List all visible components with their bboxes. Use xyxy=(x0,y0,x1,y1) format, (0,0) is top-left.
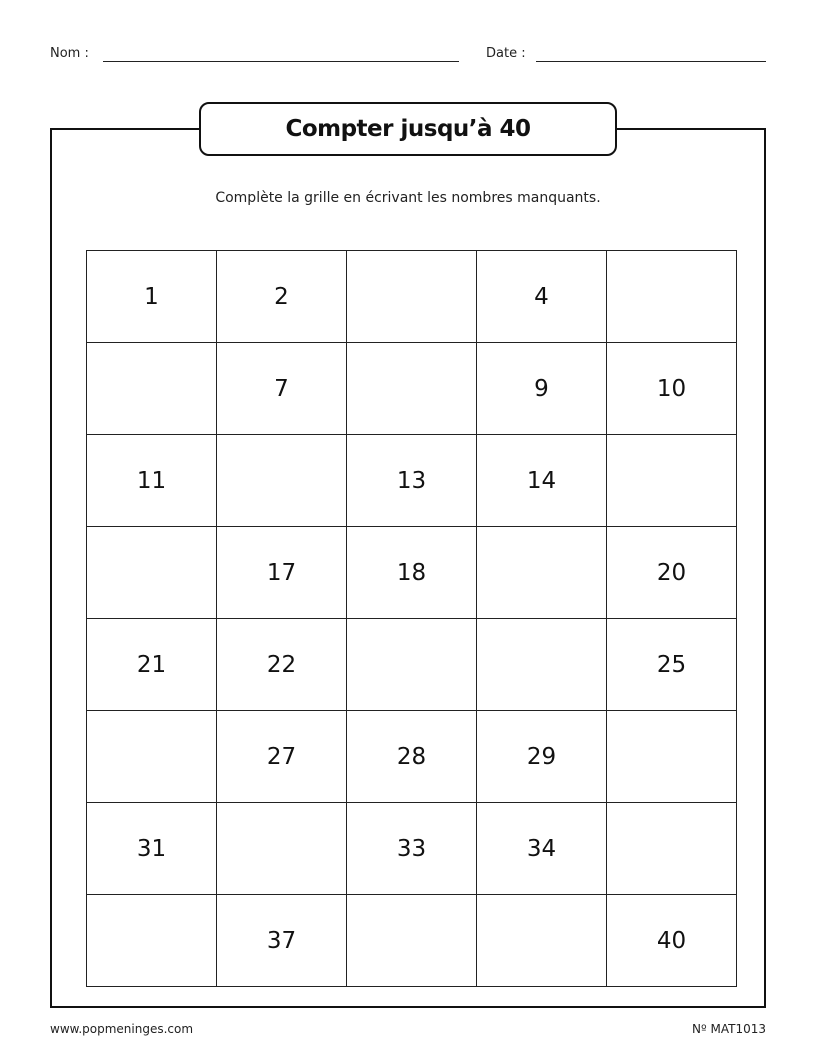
grid-row xyxy=(87,251,737,343)
grid-cell-blank[interactable] xyxy=(607,435,737,527)
grid-cell-blank[interactable] xyxy=(87,895,217,987)
grid-cell: 11 xyxy=(87,435,217,527)
instruction-text: Complète la grille en écrivant les nombres manquants. xyxy=(215,190,601,206)
date-line[interactable] xyxy=(536,61,766,62)
page-title: Compter jusqu’à 40 xyxy=(285,116,531,142)
grid-cell: 13 xyxy=(347,435,477,527)
name-line[interactable] xyxy=(103,61,459,62)
name-label: Nom : xyxy=(50,46,89,61)
number-grid xyxy=(86,250,737,987)
grid-cell: 18 xyxy=(347,527,477,619)
grid-cell-blank[interactable] xyxy=(607,251,737,343)
grid-row xyxy=(87,435,737,527)
grid-cell-blank[interactable] xyxy=(477,895,607,987)
grid-cell: 7 xyxy=(217,343,347,435)
grid-cell-blank[interactable] xyxy=(477,619,607,711)
grid-cell: 1 xyxy=(87,251,217,343)
grid-cell: 25 xyxy=(607,619,737,711)
grid-cell-blank[interactable] xyxy=(347,251,477,343)
grid-cell-blank[interactable] xyxy=(217,803,347,895)
grid-row xyxy=(87,803,737,895)
grid-cell: 9 xyxy=(477,343,607,435)
grid-cell: 27 xyxy=(217,711,347,803)
grid-cell: 21 xyxy=(87,619,217,711)
grid-cell: 17 xyxy=(217,527,347,619)
grid-cell-blank[interactable] xyxy=(87,343,217,435)
grid-row xyxy=(87,895,737,987)
website-footer: www.popmeninges.com xyxy=(50,1022,194,1036)
grid-row xyxy=(87,711,737,803)
date-label: Date : xyxy=(486,46,526,61)
grid-cell-blank[interactable] xyxy=(217,435,347,527)
grid-cell: 31 xyxy=(87,803,217,895)
grid-cell: 14 xyxy=(477,435,607,527)
grid-cell: 4 xyxy=(477,251,607,343)
grid-cell: 10 xyxy=(607,343,737,435)
grid-cell: 28 xyxy=(347,711,477,803)
grid-row xyxy=(87,527,737,619)
grid-cell-blank[interactable] xyxy=(87,527,217,619)
grid-cell: 20 xyxy=(607,527,737,619)
grid-cell: 33 xyxy=(347,803,477,895)
grid-cell: 34 xyxy=(477,803,607,895)
grid-cell: 37 xyxy=(217,895,347,987)
grid-cell: 22 xyxy=(217,619,347,711)
grid-cell: 40 xyxy=(607,895,737,987)
grid-cell-blank[interactable] xyxy=(607,711,737,803)
grid-cell: 2 xyxy=(217,251,347,343)
grid-cell-blank[interactable] xyxy=(87,711,217,803)
grid-cell: 29 xyxy=(477,711,607,803)
grid-row xyxy=(87,619,737,711)
grid-cell-blank[interactable] xyxy=(347,895,477,987)
grid-row xyxy=(87,343,737,435)
grid-cell-blank[interactable] xyxy=(347,343,477,435)
grid-cell-blank[interactable] xyxy=(347,619,477,711)
grid-cell-blank[interactable] xyxy=(607,803,737,895)
grid-cell-blank[interactable] xyxy=(477,527,607,619)
title-box xyxy=(199,102,617,156)
worksheet-code: Nº MAT1013 xyxy=(692,1022,766,1036)
